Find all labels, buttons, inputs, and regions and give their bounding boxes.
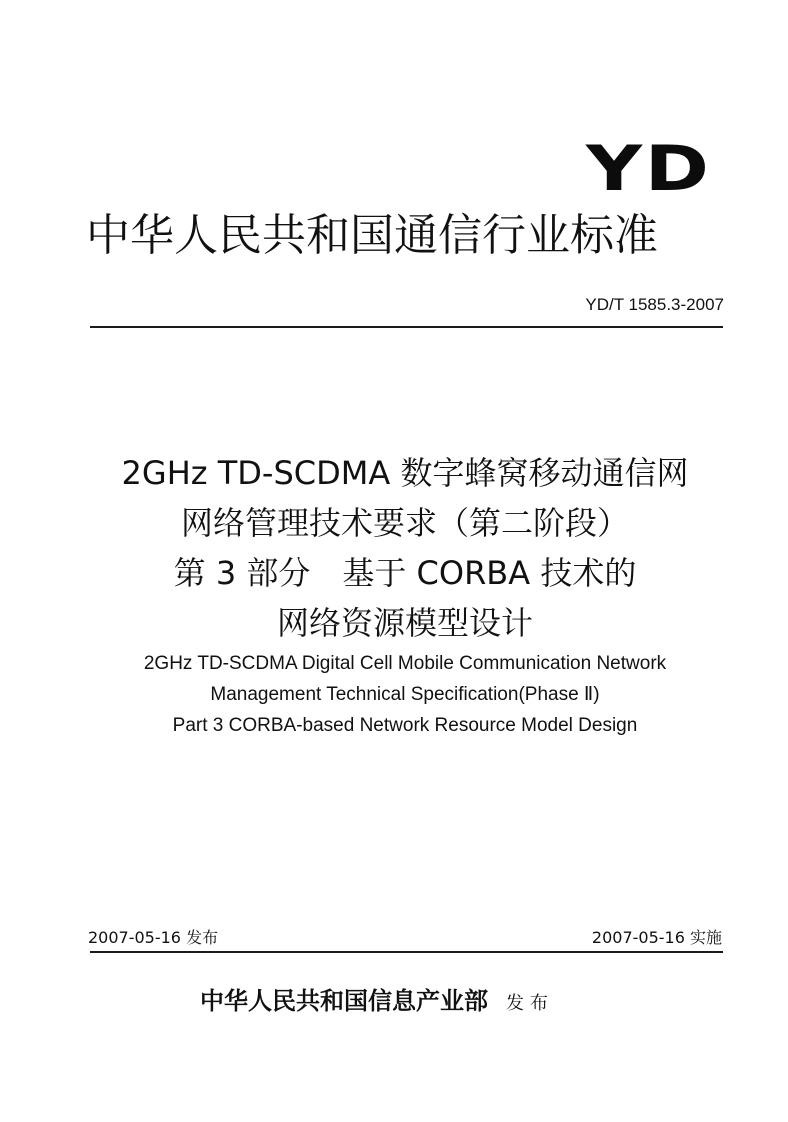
english-title-line-2: Management Technical Specification(Phase Ⅱ) xyxy=(210,684,600,705)
chinese-title xyxy=(60,448,750,648)
publisher-name: 中华人民共和国信息产业部 xyxy=(200,986,488,1015)
chinese-title-line-2: 网络管理技术要求（第二阶段） xyxy=(180,504,629,542)
english-title xyxy=(60,648,750,741)
publisher-line xyxy=(200,986,554,1019)
standard-category-title: 中华人民共和国通信行业标准 xyxy=(86,210,658,261)
yd-logo: YD xyxy=(586,132,712,205)
chinese-title-line-4: 网络资源模型设计 xyxy=(276,604,533,642)
english-title-line-3: Part 3 CORBA-based Network Resource Model Design xyxy=(172,715,638,736)
chinese-title-line-3: 第 3 部分 基于 CORBA 技术的 xyxy=(173,554,637,592)
implementation-date: 2007-05-16 实施 xyxy=(591,928,722,947)
issue-date: 2007-05-16 发布 xyxy=(88,928,219,947)
header-divider xyxy=(90,326,723,328)
publisher-suffix: 发布 xyxy=(506,993,554,1014)
chinese-title-line-1: 2GHz TD-SCDMA 数字蜂窝移动通信网 xyxy=(121,454,689,492)
standard-number: YD/T 1585.3-2007 xyxy=(585,295,724,314)
footer-divider xyxy=(90,951,723,953)
english-title-line-1: 2GHz TD-SCDMA Digital Cell Mobile Communication Network xyxy=(143,653,667,674)
